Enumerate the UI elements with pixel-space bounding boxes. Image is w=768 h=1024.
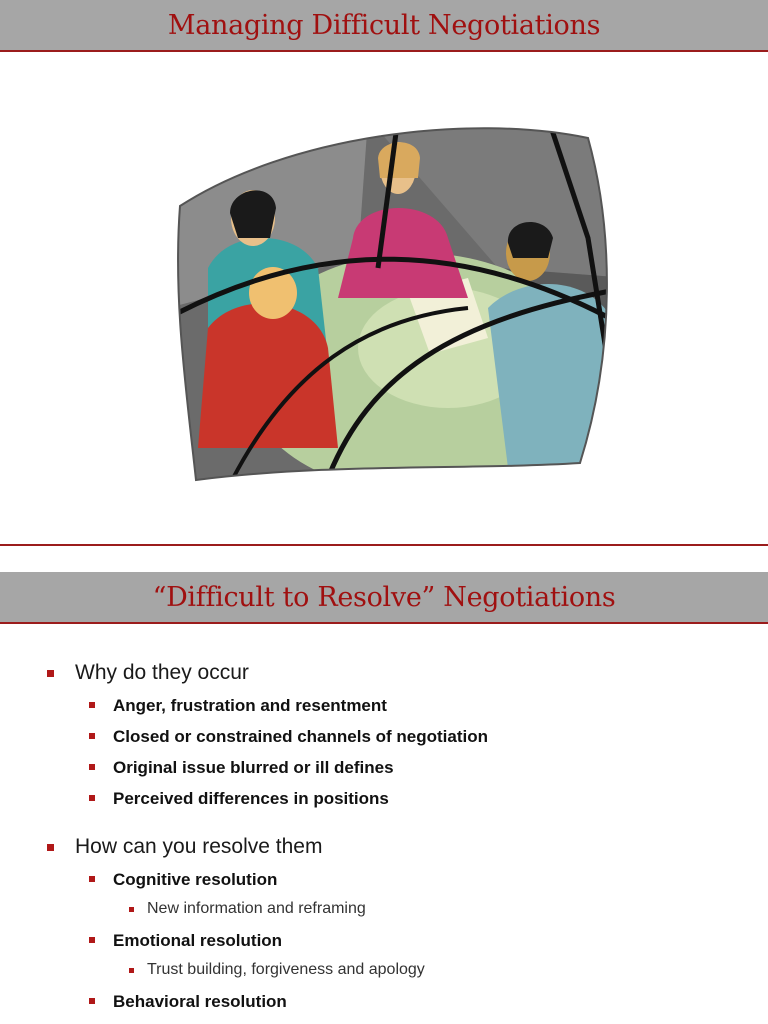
list-item	[45, 658, 745, 814]
meeting-clipart-image	[168, 118, 628, 488]
bullet-text: Trust building, forgiveness and apology	[147, 961, 425, 978]
list-item	[79, 752, 745, 783]
bullet-text: Closed or constrained channels of negotiation	[113, 727, 488, 746]
sub-sub-list	[113, 895, 745, 923]
slide-gap	[0, 546, 768, 572]
list-item	[45, 832, 745, 1017]
bullet-text: Cognitive resolution	[113, 870, 278, 889]
bullet-list	[45, 658, 745, 1017]
list-item	[79, 864, 745, 923]
bullet-text: Perceived differences in positions	[113, 789, 389, 808]
sub-list	[75, 690, 745, 814]
bullet-text: How can you resolve them	[75, 835, 323, 858]
slide-2-title: “Difficult to Resolve” Negotiations	[152, 581, 616, 613]
slide-1-title-bar	[0, 0, 768, 52]
slide-1-title: Managing Difficult Negotiations	[167, 9, 601, 41]
sub-list	[75, 864, 745, 1017]
bullet-text: Behavioral resolution	[113, 992, 287, 1011]
bullet-text: New information and reframing	[147, 900, 366, 917]
sub-sub-list	[113, 956, 745, 984]
bullet-text: Anger, frustration and resentment	[113, 696, 387, 715]
list-item	[79, 721, 745, 752]
list-item	[79, 783, 745, 814]
list-item	[113, 956, 745, 984]
slide-2	[0, 572, 768, 1024]
list-item	[79, 925, 745, 984]
list-item	[113, 895, 745, 923]
list-item	[79, 690, 745, 721]
list-item	[79, 986, 745, 1017]
bullet-text: Original issue blurred or ill defines	[113, 758, 394, 777]
bullet-text: Emotional resolution	[113, 931, 283, 950]
bullet-text: Why do they occur	[75, 661, 249, 684]
slide-2-title-bar	[0, 572, 768, 624]
